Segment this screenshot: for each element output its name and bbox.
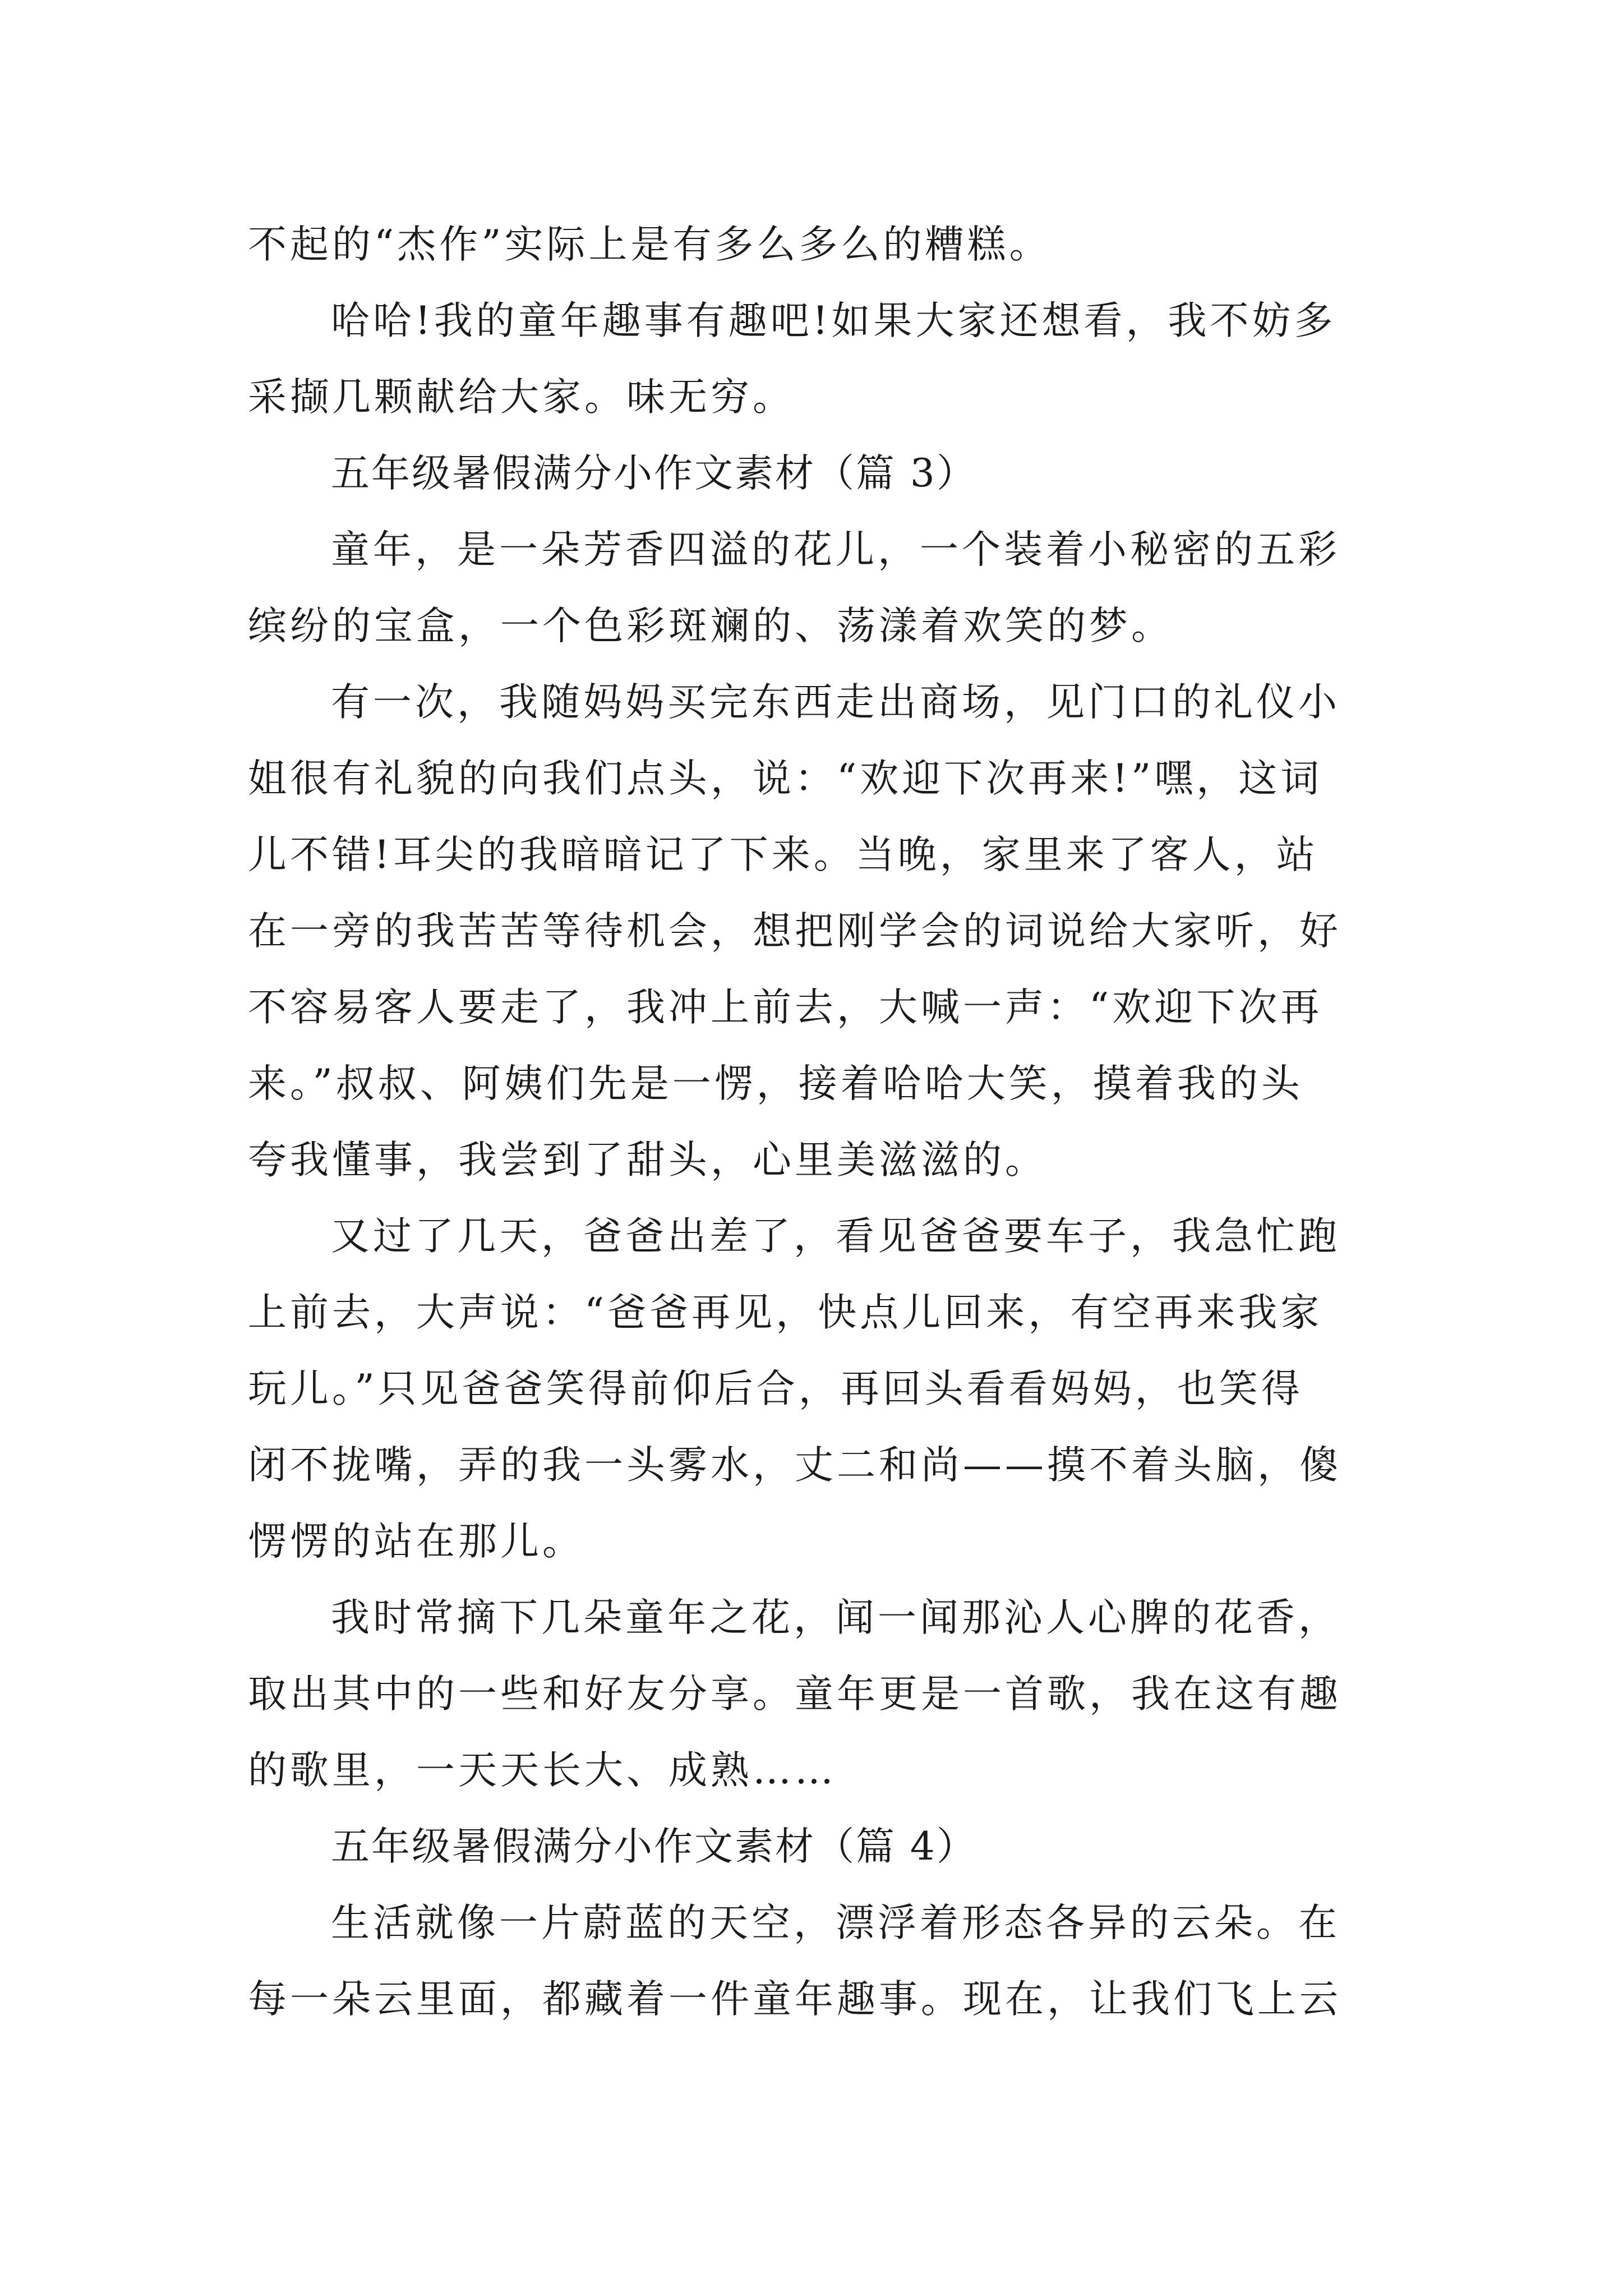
- text-line: 在一旁的我苦苦等待机会，想把刚学会的词说给大家听，好: [248, 909, 1341, 954]
- text-line: 有一次，我随妈妈买完东西走出商场，见门口的礼仪小: [331, 680, 1340, 725]
- text-line: 儿不错!耳尖的我暗暗记了下来。当晚，家里来了客人，站: [248, 832, 1318, 877]
- text-line: 哈哈!我的童年趣事有趣吧!如果大家还想看，我不妨多: [331, 298, 1336, 343]
- text-line: 每一朵云里面，都藏着一件童年趣事。现在，让我们飞上云: [248, 1977, 1341, 2022]
- text-line: 缤纷的宝盒，一个色彩斑斓的、荡漾着欢笑的梦。: [248, 604, 1173, 648]
- text-line: 我时常摘下几朵童年之花，闻一闻那沁人心脾的花香，: [331, 1595, 1340, 1640]
- text-line: 夸我懂事，我尝到了甜头，心里美滋滋的。: [248, 1138, 1047, 1182]
- section-heading: 五年级暑假满分小作文素材（篇 3）: [331, 451, 977, 496]
- text-line: 又过了几天，爸爸出差了，看见爸爸要车子，我急忙跑: [331, 1214, 1340, 1259]
- document-body: [248, 206, 1375, 2037]
- text-line: 玩儿。”只见爸爸笑得前仰后合，再回头看看妈妈，也笑得: [248, 1366, 1303, 1411]
- text-line: 愣愣的站在那儿。: [248, 1519, 584, 1564]
- text-line: 来。”叔叔、阿姨们先是一愣，接着哈哈大笑，摸着我的头: [248, 1061, 1303, 1106]
- text-line: 生活就像一片蔚蓝的天空，漂浮着形态各异的云朵。在: [331, 1901, 1340, 1945]
- text-line: 的歌里，一天天长大、成熟……: [248, 1748, 837, 1793]
- text-line: 闭不拢嘴，弄的我一头雾水，丈二和尚——摸不着头脑，傻: [248, 1443, 1341, 1488]
- text-line: 不容易客人要走了，我冲上前去，大喊一声：“欢迎下次再: [248, 985, 1323, 1030]
- text-line: 上前去，大声说：“爸爸再见，快点儿回来，有空再来我家: [248, 1290, 1323, 1335]
- text-line: 采撷几颗献给大家。味无穷。: [248, 375, 795, 420]
- text-line: 取出其中的一些和好友分享。童年更是一首歌，我在这有趣: [248, 1672, 1341, 1717]
- text-line: 童年，是一朵芳香四溢的花儿，一个装着小秘密的五彩: [331, 527, 1340, 572]
- text-line: 不起的“杰作”实际上是有多么多么的糟糕。: [248, 222, 1052, 267]
- section-heading: 五年级暑假满分小作文素材（篇 4）: [331, 1824, 977, 1869]
- text-line: 姐很有礼貌的向我们点头，说：“欢迎下次再来!”嘿，这词: [248, 756, 1323, 801]
